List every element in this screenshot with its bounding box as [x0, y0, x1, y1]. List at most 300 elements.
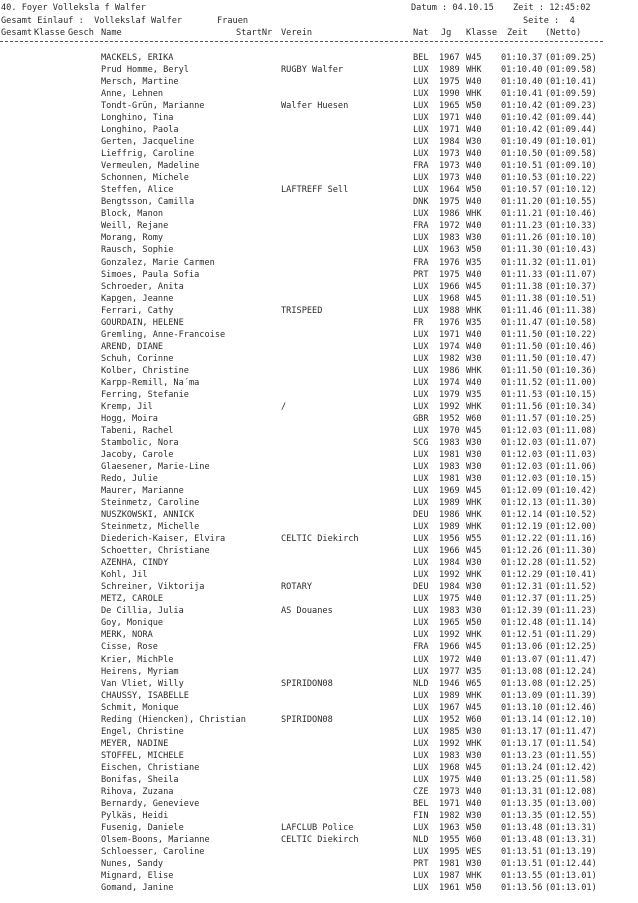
- finish-time: 01:13.48: [501, 822, 543, 833]
- finish-time: 01:11.20: [501, 197, 543, 208]
- nationality: LUX: [413, 630, 429, 641]
- birth-year: 1975: [439, 197, 460, 208]
- nationality: LUX: [413, 774, 429, 785]
- age-class: W30: [466, 859, 482, 869]
- nationality: LUX: [413, 305, 429, 316]
- nationality: LUX: [413, 389, 429, 400]
- runner-name: Morang, Romy: [101, 233, 164, 244]
- net-time: (01:11.47): [545, 726, 597, 737]
- runner-name: Van Vliet, Willy: [101, 678, 184, 689]
- runner-name: Mersch, Martine: [101, 77, 179, 88]
- runner-name: Nunes, Sandy: [101, 859, 164, 869]
- net-time: (01:12.25): [545, 642, 597, 653]
- finish-time: 01:12.03: [501, 437, 543, 448]
- age-class: W30: [466, 353, 482, 364]
- col-startnr: StartNr: [236, 28, 273, 38]
- nationality: LUX: [413, 113, 429, 124]
- nationality: FRA: [413, 257, 429, 268]
- birth-year: 1952: [439, 413, 460, 424]
- birth-year: 1971: [439, 113, 460, 124]
- birth-year: 1982: [439, 353, 460, 364]
- net-time: (01:09.23): [545, 101, 597, 112]
- col-verein: Verein: [281, 28, 313, 38]
- birth-year: 1952: [439, 714, 460, 725]
- nationality: DNK: [413, 197, 429, 208]
- net-time: (01:10.41): [545, 77, 597, 88]
- finish-time: 01:13.17: [501, 726, 543, 737]
- age-class: W60: [466, 834, 482, 845]
- age-class: WHK: [466, 365, 482, 376]
- net-time: (01:13.00): [545, 798, 597, 809]
- net-time: (01:10.15): [545, 474, 597, 485]
- runner-name: AREND, DIANE: [101, 341, 164, 352]
- runner-name: Steinmetz, Michelle: [101, 522, 200, 533]
- net-time: (01:11.03): [545, 449, 597, 460]
- nationality: LUX: [413, 425, 429, 436]
- birth-year: 1982: [439, 810, 460, 821]
- age-class: WHK: [466, 738, 482, 749]
- age-class: W40: [466, 774, 482, 785]
- birth-year: 1981: [439, 859, 460, 869]
- age-class: W40: [466, 341, 482, 352]
- nationality: LUX: [413, 522, 429, 533]
- runner-name: GOURDAIN, HELENE: [101, 317, 184, 328]
- net-time: (01:10.47): [545, 353, 597, 364]
- nationality: LUX: [413, 474, 429, 485]
- finish-time: 01:11.50: [501, 365, 543, 376]
- club: Walfer Huesen: [281, 101, 349, 112]
- birth-year: 1974: [439, 377, 460, 388]
- runner-name: Vermeulen, Madeline: [101, 161, 200, 172]
- birth-year: 1984: [439, 137, 460, 148]
- age-class: WHK: [466, 401, 482, 412]
- net-time: (01:12.25): [545, 678, 597, 689]
- birth-year: 1984: [439, 558, 460, 569]
- finish-time: 01:12.31: [501, 582, 543, 593]
- net-time: (01:12.00): [545, 522, 597, 533]
- club: CELTIC Diekirch: [281, 834, 359, 845]
- birth-year: 1971: [439, 798, 460, 809]
- col-zeit: Zeit: [507, 28, 528, 38]
- finish-time: 01:12.14: [501, 510, 543, 521]
- age-class: W30: [466, 462, 482, 473]
- nationality: PRT: [413, 859, 429, 869]
- birth-year: 1988: [439, 305, 460, 316]
- finish-time: 01:13.35: [501, 810, 543, 821]
- runner-name: Gremling, Anne-Francoise: [101, 329, 226, 340]
- nationality: LUX: [413, 353, 429, 364]
- birth-year: 1981: [439, 449, 460, 460]
- age-class: W40: [466, 113, 482, 124]
- finish-time: 01:13.56: [501, 883, 543, 894]
- net-time: (01:10.25): [545, 413, 597, 424]
- finish-time: 01:10.57: [501, 185, 543, 196]
- age-class: W50: [466, 883, 482, 894]
- col-klasse: Klasse: [34, 28, 66, 38]
- age-class: W45: [466, 53, 482, 63]
- runner-name: Schuh, Corinne: [101, 353, 174, 364]
- net-time: (01:11.58): [545, 774, 597, 785]
- age-class: WHK: [466, 498, 482, 509]
- age-class: W45: [466, 546, 482, 557]
- finish-time: 01:13.07: [501, 654, 543, 665]
- col-gesamt: Gesamt: [1, 28, 33, 38]
- runner-name: Schonnen, Michele: [101, 173, 189, 184]
- runner-name: Ferring, Stefanie: [101, 389, 189, 400]
- runner-name: Kapgen, Jeanne: [101, 293, 174, 304]
- nationality: NLD: [413, 834, 429, 845]
- birth-year: 1979: [439, 389, 460, 400]
- birth-year: 1966: [439, 546, 460, 557]
- runner-name: Gerten, Jacqueline: [101, 137, 195, 148]
- runner-name: Maurer, Marianne: [101, 486, 184, 497]
- finish-time: 01:13.06: [501, 642, 543, 653]
- runner-name: AZENHA, CINDY: [101, 558, 169, 569]
- finish-time: 01:11.52: [501, 377, 543, 388]
- finish-time: 01:10.49: [501, 137, 543, 148]
- finish-time: 01:13.09: [501, 690, 543, 701]
- birth-year: 1984: [439, 582, 460, 593]
- net-time: (01:09.59): [545, 89, 597, 100]
- net-time: (01:11.00): [545, 377, 597, 388]
- nationality: FRA: [413, 642, 429, 653]
- birth-year: 1968: [439, 762, 460, 773]
- finish-time: 01:12.13: [501, 498, 543, 509]
- runner-name: Krier, MichÞle: [101, 654, 174, 665]
- finish-time: 01:11.30: [501, 245, 543, 256]
- net-time: (01:11.07): [545, 269, 597, 280]
- net-time: (01:13.01): [545, 871, 597, 882]
- finish-time: 01:13.51: [501, 859, 543, 869]
- nationality: BEL: [413, 53, 429, 63]
- age-class: WHK: [466, 630, 482, 641]
- runner-name: STOFFEL, MICHELE: [101, 750, 184, 761]
- age-class: W55: [466, 534, 482, 545]
- nationality: LUX: [413, 726, 429, 737]
- age-class: W30: [466, 582, 482, 593]
- age-class: W50: [466, 618, 482, 629]
- list-subtitle: Gesamt Einlauf : Vollekslaf Walfer: [1, 16, 183, 26]
- club: CELTIC Diekirch: [281, 534, 359, 545]
- birth-year: 1989: [439, 522, 460, 533]
- age-class: W35: [466, 666, 482, 677]
- age-class: W60: [466, 714, 482, 725]
- runner-name: Engel, Christine: [101, 726, 184, 737]
- finish-time: 01:11.21: [501, 209, 543, 220]
- age-class: W45: [466, 642, 482, 653]
- runner-name: MEYER, NADINE: [101, 738, 169, 749]
- age-class: W30: [466, 726, 482, 737]
- runner-name: Hogg, Moira: [101, 413, 158, 424]
- col-klasse2: Klasse: [466, 28, 498, 38]
- nationality: GBR: [413, 413, 429, 424]
- finish-time: 01:12.39: [501, 606, 543, 617]
- nationality: NLD: [413, 678, 429, 689]
- birth-year: 1969: [439, 486, 460, 497]
- net-time: (01:10.41): [545, 570, 597, 581]
- runner-name: Rihova, Zuzana: [101, 786, 174, 797]
- nationality: LUX: [413, 606, 429, 617]
- birth-year: 1961: [439, 883, 460, 894]
- age-class: W40: [466, 161, 482, 172]
- finish-time: 01:12.03: [501, 474, 543, 485]
- birth-year: 1974: [439, 341, 460, 352]
- finish-time: 01:11.38: [501, 281, 543, 292]
- runner-name: Redo, Julie: [101, 474, 158, 485]
- net-time: (01:10.46): [545, 209, 597, 220]
- net-time: (01:10.01): [545, 137, 597, 148]
- finish-time: 01:12.29: [501, 570, 543, 581]
- runner-name: MACKELS, ERIKA: [101, 53, 174, 63]
- birth-year: 1995: [439, 846, 460, 857]
- nationality: LUX: [413, 690, 429, 701]
- runner-name: Longhino, Paola: [101, 125, 179, 136]
- age-class: W40: [466, 125, 482, 136]
- nationality: LUX: [413, 666, 429, 677]
- birth-year: 1989: [439, 498, 460, 509]
- finish-time: 01:10.51: [501, 161, 543, 172]
- finish-time: 01:10.40: [501, 77, 543, 88]
- net-time: (01:09.58): [545, 65, 597, 76]
- nationality: LUX: [413, 594, 429, 605]
- nationality: LUX: [413, 618, 429, 629]
- nationality: PRT: [413, 269, 429, 280]
- runner-name: Cisse, Rose: [101, 642, 158, 653]
- birth-year: 1977: [439, 666, 460, 677]
- nationality: LUX: [413, 65, 429, 76]
- club: SPIRIDON08: [281, 714, 333, 725]
- finish-time: 01:13.23: [501, 750, 543, 761]
- net-time: (01:10.58): [545, 317, 597, 328]
- club: AS Douanes: [281, 606, 333, 617]
- runner-name: Schreiner, Viktorija: [101, 582, 205, 593]
- runner-name: Reding (Hiencken), Christian: [101, 714, 246, 725]
- birth-year: 1963: [439, 822, 460, 833]
- club: LAFTREFF Sell: [281, 185, 349, 196]
- age-class: WHK: [466, 65, 482, 76]
- finish-time: 01:13.31: [501, 786, 543, 797]
- age-class: W40: [466, 221, 482, 232]
- age-class: W60: [466, 413, 482, 424]
- net-time: (01:13.01): [545, 883, 597, 894]
- nationality: LUX: [413, 750, 429, 761]
- finish-time: 01:10.42: [501, 113, 543, 124]
- age-class: W30: [466, 437, 482, 448]
- birth-year: 1970: [439, 425, 460, 436]
- finish-time: 01:13.48: [501, 834, 543, 845]
- runner-name: Pylkäs, Heidi: [101, 810, 169, 821]
- birth-year: 1985: [439, 726, 460, 737]
- runner-name: Schroeder, Anita: [101, 281, 184, 292]
- finish-time: 01:13.51: [501, 846, 543, 857]
- age-class: W50: [466, 822, 482, 833]
- net-time: (01:11.01): [545, 257, 597, 268]
- net-time: (01:11.23): [545, 606, 597, 617]
- birth-year: 1983: [439, 233, 460, 244]
- birth-year: 1972: [439, 221, 460, 232]
- finish-time: 01:11.47: [501, 317, 543, 328]
- birth-year: 1975: [439, 774, 460, 785]
- net-time: (01:09.25): [545, 53, 597, 63]
- net-time: (01:10.42): [545, 486, 597, 497]
- age-class: W65: [466, 678, 482, 689]
- nationality: LUX: [413, 401, 429, 412]
- age-class: W40: [466, 77, 482, 88]
- birth-year: 1967: [439, 702, 460, 713]
- net-time: (01:10.52): [545, 510, 597, 521]
- header-line-1: [0, 2, 591, 14]
- age-class: W30: [466, 558, 482, 569]
- net-time: (01:11.47): [545, 654, 597, 665]
- finish-time: 01:13.55: [501, 871, 543, 882]
- net-time: (01:09.44): [545, 125, 597, 136]
- age-class: W30: [466, 750, 482, 761]
- net-time: (01:10.46): [545, 341, 597, 352]
- header-line-2: [0, 15, 575, 27]
- nationality: LUX: [413, 449, 429, 460]
- nationality: LUX: [413, 137, 429, 148]
- runner-name: Eischen, Christiane: [101, 762, 200, 773]
- net-time: (01:11.38): [545, 305, 597, 316]
- age-class: W40: [466, 798, 482, 809]
- col-gesch: Gesch: [68, 28, 94, 38]
- club: LAFCLUB Police: [281, 822, 354, 833]
- birth-year: 1986: [439, 209, 460, 220]
- net-time: (01:12.42): [545, 762, 597, 773]
- runner-name: Tabeni, Rachel: [101, 425, 174, 436]
- net-time: (01:10.10): [545, 233, 597, 244]
- runner-name: Mignard, Elise: [101, 871, 174, 882]
- runner-name: Gonzalez, Marie Carmen: [101, 257, 215, 268]
- finish-time: 01:11.50: [501, 329, 543, 340]
- net-time: (01:09.10): [545, 161, 597, 172]
- birth-year: 1965: [439, 618, 460, 629]
- age-class: W45: [466, 293, 482, 304]
- net-time: (01:10.55): [545, 197, 597, 208]
- column-header-row: [0, 27, 582, 39]
- age-class: W40: [466, 149, 482, 160]
- nationality: DEU: [413, 510, 429, 521]
- birth-year: 1992: [439, 738, 460, 749]
- birth-year: 1983: [439, 437, 460, 448]
- net-time: (01:12.24): [545, 666, 597, 677]
- nationality: LUX: [413, 77, 429, 88]
- net-time: (01:12.08): [545, 786, 597, 797]
- net-time: (01:09.58): [545, 149, 597, 160]
- birth-year: 1973: [439, 786, 460, 797]
- runner-name: Kremp, Jil: [101, 401, 153, 412]
- finish-time: 01:13.24: [501, 762, 543, 773]
- net-time: (01:10.37): [545, 281, 597, 292]
- net-time: (01:11.06): [545, 462, 597, 473]
- runner-name: Stambolic, Nora: [101, 437, 179, 448]
- nationality: LUX: [413, 341, 429, 352]
- nationality: LUX: [413, 883, 429, 894]
- age-class: W40: [466, 329, 482, 340]
- age-class: W50: [466, 245, 482, 256]
- runner-name: Longhino, Tina: [101, 113, 174, 124]
- finish-time: 01:13.08: [501, 678, 543, 689]
- nationality: LUX: [413, 89, 429, 100]
- age-class: W45: [466, 762, 482, 773]
- col-name: Name: [101, 28, 122, 38]
- runner-name: Schmit, Monique: [101, 702, 179, 713]
- net-time: (01:10.36): [545, 365, 597, 376]
- finish-time: 01:11.57: [501, 413, 543, 424]
- birth-year: 1946: [439, 678, 460, 689]
- finish-time: 01:10.42: [501, 101, 543, 112]
- runner-name: Kolber, Christine: [101, 365, 189, 376]
- age-class: W40: [466, 197, 482, 208]
- net-time: (01:12.55): [545, 810, 597, 821]
- club: /: [281, 401, 287, 412]
- age-class: W40: [466, 269, 482, 280]
- runner-name: Steinmetz, Caroline: [101, 498, 200, 509]
- nationality: LUX: [413, 871, 429, 882]
- finish-time: 01:12.22: [501, 534, 543, 545]
- finish-time: 01:12.51: [501, 630, 543, 641]
- net-time: (01:10.33): [545, 221, 597, 232]
- nationality: FIN: [413, 810, 429, 821]
- age-class: WES: [466, 846, 482, 857]
- net-time: (01:12.44): [545, 859, 597, 869]
- runner-name: Lieffrig, Caroline: [101, 149, 195, 160]
- birth-year: 1983: [439, 750, 460, 761]
- club: RUGBY Walfer: [281, 65, 344, 76]
- runner-name: Heirens, Myriam: [101, 666, 179, 677]
- nationality: LUX: [413, 558, 429, 569]
- birth-year: 1956: [439, 534, 460, 545]
- runner-name: Bengtsson, Camilla: [101, 197, 195, 208]
- age-class: WHK: [466, 209, 482, 220]
- finish-time: 01:12.48: [501, 618, 543, 629]
- finish-time: 01:11.53: [501, 389, 543, 400]
- finish-time: 01:12.03: [501, 449, 543, 460]
- runner-name: Bonifas, Sheila: [101, 774, 179, 785]
- net-time: (01:10.43): [545, 245, 597, 256]
- birth-year: 1990: [439, 89, 460, 100]
- age-class: W50: [466, 101, 482, 112]
- birth-year: 1983: [439, 606, 460, 617]
- age-class: W40: [466, 786, 482, 797]
- finish-time: 01:10.53: [501, 173, 543, 184]
- runner-name: CHAUSSY, ISABELLE: [101, 690, 189, 701]
- age-class: WHK: [466, 305, 482, 316]
- age-class: WHK: [466, 522, 482, 533]
- runner-name: MERK, NORA: [101, 630, 153, 641]
- birth-year: 1963: [439, 245, 460, 256]
- birth-year: 1968: [439, 293, 460, 304]
- event-title: 40. Foyer Volleksla f Walfer: [1, 3, 146, 13]
- runner-name: Kohl, Jil: [101, 570, 148, 581]
- runner-name: Schloesser, Caroline: [101, 846, 205, 857]
- finish-time: 01:13.14: [501, 714, 543, 725]
- birth-year: 1972: [439, 654, 460, 665]
- age-class: W30: [466, 449, 482, 460]
- page-number: Seite : 4: [523, 16, 575, 26]
- age-class: WHK: [466, 510, 482, 521]
- nationality: LUX: [413, 654, 429, 665]
- birth-year: 1971: [439, 125, 460, 136]
- nationality: LUX: [413, 365, 429, 376]
- runner-name: Glaesener, Marie-Line: [101, 462, 210, 473]
- finish-time: 01:13.08: [501, 666, 543, 677]
- finish-time: 01:13.10: [501, 702, 543, 713]
- birth-year: 1989: [439, 65, 460, 76]
- age-class: W45: [466, 281, 482, 292]
- nationality: LUX: [413, 702, 429, 713]
- net-time: (01:11.30): [545, 498, 597, 509]
